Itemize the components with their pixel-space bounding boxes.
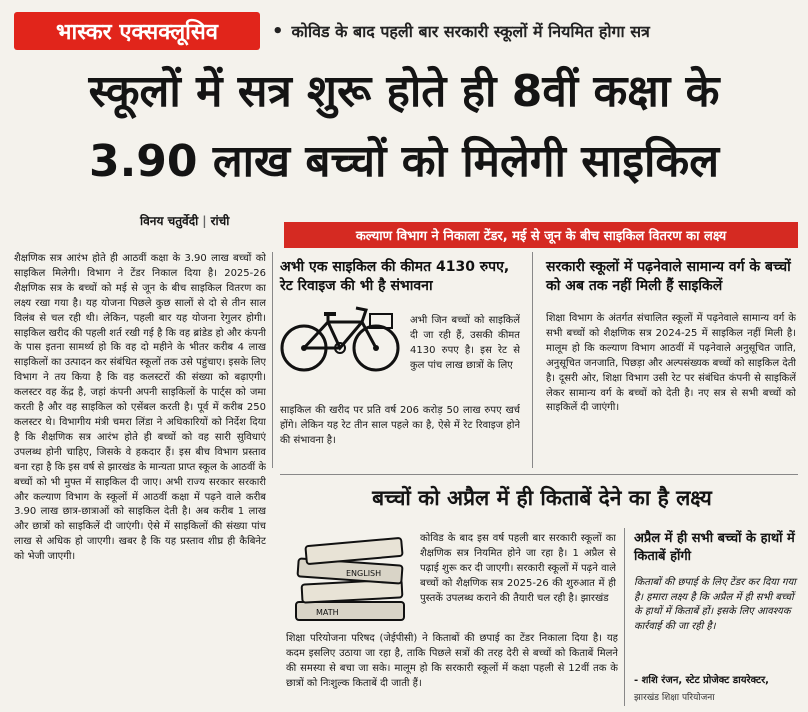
books-icon: [286, 532, 416, 628]
column-divider: [624, 528, 625, 706]
section-2-text-2: शिक्षा परियोजना परिषद (जेईपीसी) ने किताबों की छपाई का टेंडर निकाला दिया है। यह कदम इसलिए उठाया जा रहा है, ताकि पिछले सत्रों की तरह देरी से बच्चों को किताबें मिलने की समस्या से बचा जा सके। मालूम हो कि सरकारी स्कूलों में कक्षा पहली से 12वीं तक के छात्रों को निःशुल्क किताबें दी जाती हैं।: [286, 633, 618, 689]
section-2-heading: बच्चों को अप्रैल में ही किताबें देने का है लक्ष्य: [372, 486, 712, 510]
left-column-text: शैक्षणिक सत्र आरंभ होते ही आठवीं कक्षा के 3.90 लाख बच्चों को साइकिल मिलेगी। विभाग ने टेंडर निकाल दिया है। 2025-26 शैक्षणिक सत्र के बच्चों को मई से जून के बीच साइकिल वितरण का लक्ष्य रखा गया है। यह योजना पिछले कुछ सालों से दो से तीन साल विलंब से चल रही थी। लेकिन, पहली बार यह योजना रेगुलर होगी। साइकिल खरीद की पहली शर्त रखी गई है कि वह ब्रांडेड हो और कंपनी के पास इतना सामर्थ्य हो कि वह दो महीने के भीतर करीब 4 लाख साइकिलों का उत्पादन कर संबंधित स्कूलों तक उसे पहुंचाए। इसके लिए विभाग ने तय किया है कि वह कलस्टरों की संख्या को बढ़ाएगी। कलस्टर वह केंद्र है, जहां कंपनी अपनी साइकिलों के पार्ट्स को जमा करती है और वह साइकिल को एसेंबल करती है। पूर्व में करीब 250 कलस्टर थे। विभागीय मंत्री चमरा लिंडा ने अधिकारियों को निर्देश दिया है कि शैक्षणिक सत्र आरंभ होते ही बच्चों को वह सारी सुविधाएं उपलब्ध होनी चाहिए, जिसके वे हकदार हैं। इस बीच विभाग प्रस्ताव बना रहा है कि इस वर्ष से झारखंड के मान्यता प्राप्त स्कूल के आठवीं के बच्चों को भी मुफ्त में साइकिल दी जाए। अभी राज्य सरकार सरकारी और कल्याण विभाग के स्कूलों में आठवीं कक्षा में पढ़ने वाले करीब 3.90 लाख छात्र-छात्राओं को साइकिल देती है। अब करीब 1 लाख और छात्रों को साइकिलें दी जाएंगी। ऐसे में साइकिलों की संख्या पांच लाख से अधिक हो जाएगी। खबर है कि यह प्रस्ताव शीघ्र ही कैबिनेट को भेजी जाएगी।: [14, 253, 266, 563]
quote-box-quote: किताबों की छपाई के लिए टेंडर कर दिया गया है। हमारा लक्ष्य है कि अप्रैल में ही सभी बच्चों के हाथों में किताबें हों। इसके लिए आवश्यक कार्रवाई की जा रही है।: [634, 577, 796, 632]
middle-text-1: अभी जिन बच्चों को साइकिलें दी जा रही हैं, उसकी कीमत 4130 रुपए है। इस रेट से कुल पांच लाख छात्रों के लिए: [410, 315, 520, 371]
subhead-banner: कल्याण विभाग ने निकाला टेंडर, मई से जून के बीच साइकिल वितरण का लक्ष्य: [284, 222, 798, 248]
quote-box-heading: अप्रैल में ही सभी बच्चों के हाथों में किताबें होंगी: [634, 531, 795, 564]
bicycle-icon: [278, 302, 402, 374]
right-heading: सरकारी स्कूलों में पढ़नेवाले सामान्य वर्ग के बच्चों को अब तक नहीं मिली हैं साइकिलें: [546, 259, 791, 294]
middle-heading: अभी एक साइकिल की कीमत 4130 रुपए, रेट रिवाइज की भी है संभावना: [280, 259, 510, 294]
byline-author: विनय चतुर्वेदी: [140, 214, 199, 228]
brand-label: भास्कर एक्सक्लूसिव: [14, 12, 260, 50]
section-2-text-1: कोविड के बाद इस वर्ष पहली बार सरकारी स्कूलों का शैक्षणिक सत्र नियमित होने जा रहा है। 1 अप्रैल से पढ़ाई शुरू कर दी जाएगी। सरकारी स्कूलों में पढ़ने वाले बच्चों को शैक्षणिक सत्र 2025-26 की शुरुआत में ही पुस्तकें उपलब्ध कराने की तैयारी चल रही है। झारखंड: [420, 533, 616, 604]
quote-box-author: - शशि रंजन, स्टेट प्रोजेक्ट डायरेक्टर,: [634, 675, 769, 686]
section-divider: [280, 474, 798, 475]
tagline-text: कोविड के बाद पहली बार सरकारी स्कूलों में नियमित होगा सत्र: [291, 22, 650, 41]
book-label-1: ENGLISH: [346, 569, 382, 578]
bullet-icon: •: [272, 20, 284, 42]
quote-box-role: झारखंड शिक्षा परियोजना: [634, 693, 715, 703]
byline: विनय चतुर्वेदी | रांची: [140, 214, 230, 228]
middle-text-2: साइकिल की खरीद पर प्रति वर्ष 206 करोड़ 50 लाख रुपए खर्च होंगे। लेकिन यह रेट तीन साल पहले का है, ऐसे में रेट रिवाइज होने की संभावना है।: [280, 405, 520, 446]
headline-line-2: 3.90 लाख बच्चों को मिलेगी साइकिल: [88, 136, 720, 187]
column-divider: [532, 252, 533, 468]
tagline: [272, 16, 802, 46]
column-divider: [272, 252, 273, 468]
headline-line-1: स्कूलों में सत्र शुरू होते ही 8वीं कक्षा के: [88, 66, 720, 117]
book-label-2: MATH: [316, 608, 339, 617]
byline-city: रांची: [210, 214, 230, 228]
right-text: शिक्षा विभाग के अंतर्गत संचालित स्कूलों में पढ़नेवाले सामान्य वर्ग के सभी बच्चों को शैक्षणिक सत्र 2024-25 में साइकिल नहीं मिली है। मालूम हो कि कल्याण विभाग आठवीं में पढ़नेवाले अनुसूचित जाति, अनुसूचित जनजाति, पिछड़ा और अल्पसंख्यक बच्चों को साइकिल देती है। दूसरी ओर, शिक्षा विभाग उसी रेट पर संबंधित कंपनी से साइकिलें लेकर सामान्य वर्ग के बच्चों को देती है। नए सत्र से सभी बच्चों को साइकिलें दी जाएंगी।: [546, 313, 796, 414]
